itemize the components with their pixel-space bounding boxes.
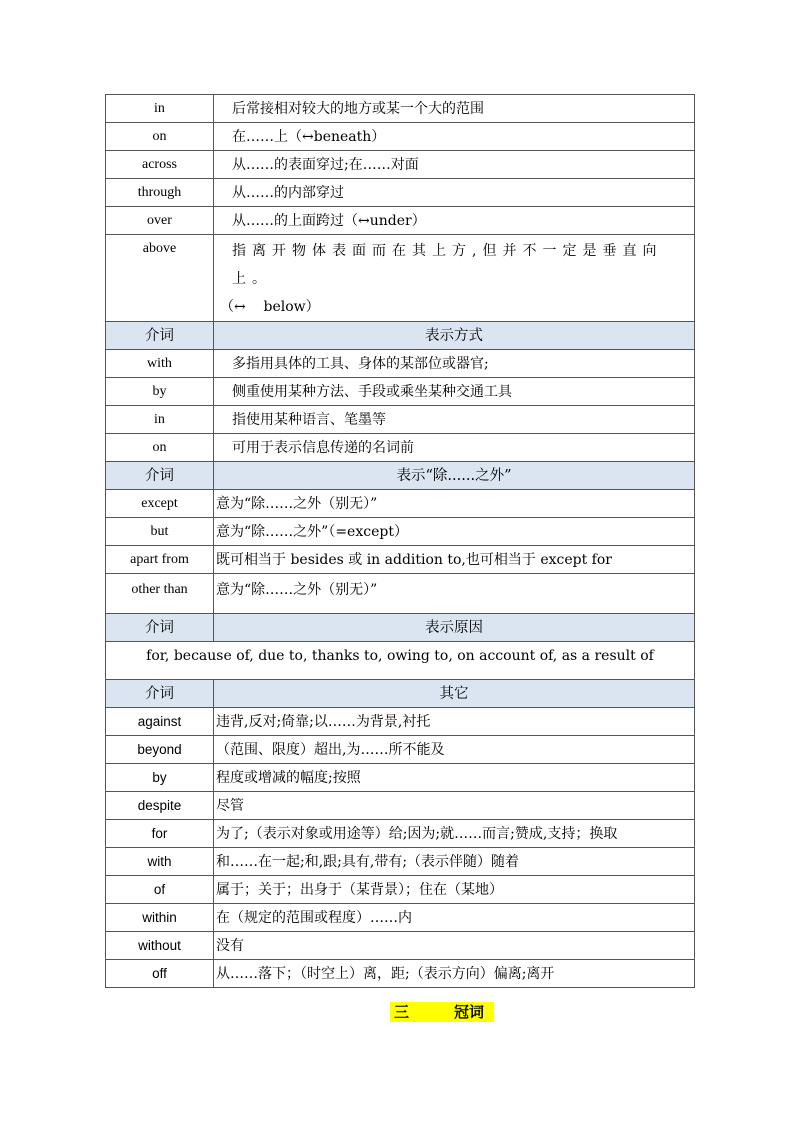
header-preposition: 介词 [106, 462, 214, 490]
table-row [106, 708, 695, 736]
preposition-meaning: 意为“除……之外（别无）” [214, 490, 695, 518]
header-category: 表示方式 [214, 322, 695, 350]
preposition-word: by [106, 378, 214, 406]
preposition-word: except [106, 490, 214, 518]
table-row [106, 123, 695, 151]
preposition-word: with [106, 848, 214, 876]
table-row [106, 764, 695, 792]
preposition-meaning: 从……落下；（时空上）离，距;（表示方向）偏离;离开 [214, 960, 695, 988]
table-row [106, 518, 695, 546]
table-row [106, 736, 695, 764]
preposition-word: beyond [106, 736, 214, 764]
preposition-word: over [106, 207, 214, 235]
meaning-line-2: （↔ below） [220, 299, 320, 315]
table-row [106, 792, 695, 820]
preposition-meaning: （范围、限度）超出,为……所不能及 [214, 736, 695, 764]
table-row [106, 848, 695, 876]
table-row [106, 350, 695, 378]
preposition-word: in [106, 95, 214, 123]
preposition-word: in [106, 406, 214, 434]
preposition-meaning: 从……的上面跨过（↔under） [214, 207, 695, 235]
preposition-meaning: 尽管 [214, 792, 695, 820]
table-row [106, 904, 695, 932]
preposition-meaning: 没有 [214, 932, 695, 960]
table-row [106, 546, 695, 574]
preposition-meaning: 后常接相对较大的地方或某一个大的范围 [214, 95, 695, 123]
section-header-row [106, 322, 695, 350]
table-row [106, 378, 695, 406]
preposition-meaning: 在……上（↔beneath） [214, 123, 695, 151]
header-preposition: 介词 [106, 614, 214, 642]
preposition-word: but [106, 518, 214, 546]
preposition-word: for [106, 820, 214, 848]
section-title: 冠词 [454, 1003, 485, 1021]
table-row [106, 574, 695, 614]
preposition-word: on [106, 123, 214, 151]
preposition-meaning: 侧重使用某种方法、手段或乘坐某种交通工具 [214, 378, 695, 406]
table-row [106, 95, 695, 123]
preposition-word: off [106, 960, 214, 988]
preposition-meaning: 既可相当于 besides 或 in addition to,也可相当于 except for [214, 546, 695, 574]
table-row [106, 932, 695, 960]
header-category: 表示原因 [214, 614, 695, 642]
preposition-word: by [106, 764, 214, 792]
preposition-word: within [106, 904, 214, 932]
preposition-word: against [106, 708, 214, 736]
preposition-word: of [106, 876, 214, 904]
header-category: 表示“除......之外” [214, 462, 695, 490]
preposition-meaning [214, 235, 695, 322]
table-row [106, 490, 695, 518]
preposition-meaning: 为了;（表示对象或用途等）给;因为;就……而言;赞成,支持；换取 [214, 820, 695, 848]
preposition-word: through [106, 179, 214, 207]
header-preposition: 介词 [106, 680, 214, 708]
table-row [106, 876, 695, 904]
preposition-word: on [106, 434, 214, 462]
table-row [106, 434, 695, 462]
preposition-meaning: 从……的内部穿过 [214, 179, 695, 207]
table-row [106, 406, 695, 434]
preposition-word: above [106, 235, 214, 322]
section-header-row [106, 614, 695, 642]
reason-prepositions: for, because of, due to, thanks to, owing to, on account of, as a result of [106, 642, 695, 680]
table-row [106, 642, 695, 680]
preposition-word: with [106, 350, 214, 378]
preposition-word: apart from [106, 546, 214, 574]
preposition-meaning: 属于；关于；出身于（某背景）；住在（某地） [214, 876, 695, 904]
section-number: 三 [394, 1003, 410, 1021]
preposition-word: without [106, 932, 214, 960]
preposition-meaning: 在（规定的范围或程度）……内 [214, 904, 695, 932]
table-row [106, 960, 695, 988]
preposition-meaning: 意为“除……之外（别无）” [214, 574, 695, 614]
section-header-row [106, 680, 695, 708]
table-row [106, 207, 695, 235]
table-row [106, 820, 695, 848]
section-heading [390, 1002, 494, 1022]
preposition-meaning: 可用于表示信息传递的名词前 [214, 434, 695, 462]
table-row [106, 235, 695, 322]
header-category: 其它 [214, 680, 695, 708]
preposition-table [105, 94, 695, 988]
section-header-row [106, 462, 695, 490]
preposition-meaning: 和……在一起;和,跟;具有,带有;（表示伴随）随着 [214, 848, 695, 876]
preposition-meaning: 指使用某种语言、笔墨等 [214, 406, 695, 434]
preposition-meaning: 多指用具体的工具、身体的某部位或器官; [214, 350, 695, 378]
preposition-meaning: 意为“除……之外”（=except） [214, 518, 695, 546]
table-row [106, 179, 695, 207]
meaning-line-1: 指离开物体表面而在其上方,但并不一定是垂直向上。 [232, 243, 663, 287]
preposition-meaning: 程度或增减的幅度;按照 [214, 764, 695, 792]
preposition-word: despite [106, 792, 214, 820]
preposition-word: other than [106, 574, 214, 614]
preposition-meaning: 从……的表面穿过;在……对面 [214, 151, 695, 179]
header-preposition: 介词 [106, 322, 214, 350]
preposition-word: across [106, 151, 214, 179]
preposition-meaning: 违背,反对;倚靠;以……为背景,衬托 [214, 708, 695, 736]
table-row [106, 151, 695, 179]
